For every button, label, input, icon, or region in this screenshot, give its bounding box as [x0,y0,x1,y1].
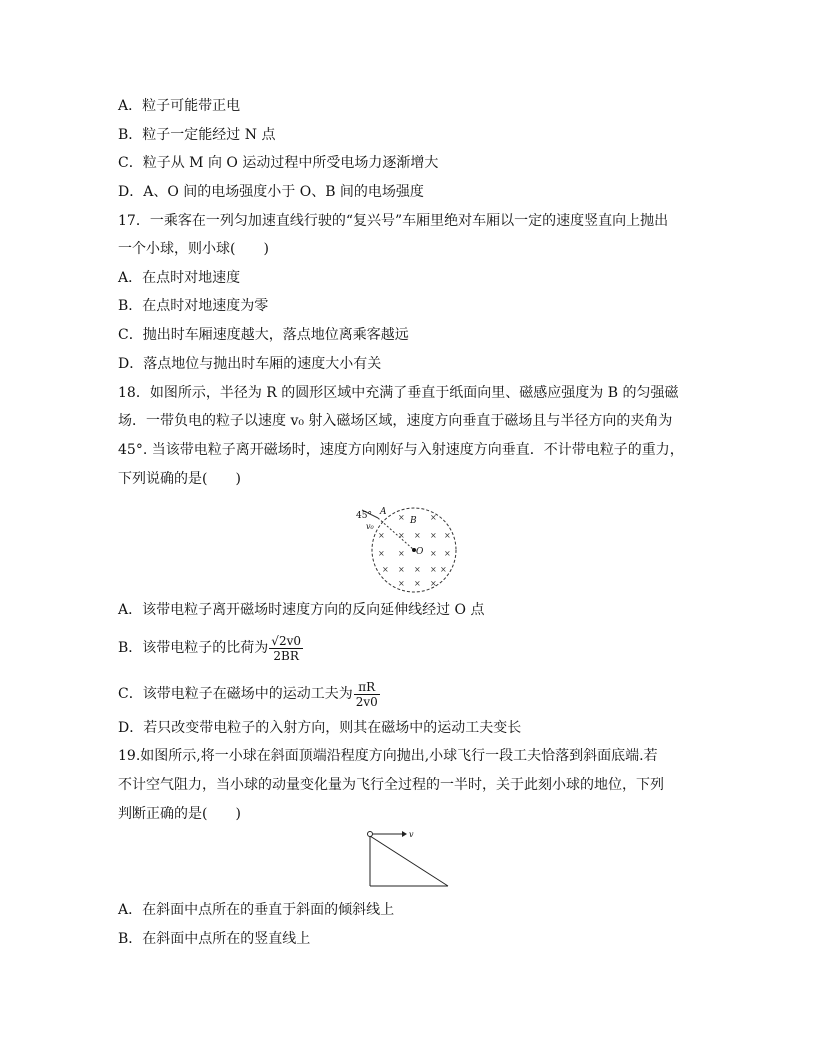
q17-option-a: A．在点时对地速度 [118,270,241,286]
center-o-label: O [416,547,424,557]
cross-mark: × [398,579,405,588]
q18-option-c [118,674,380,714]
q17-option-d: D．落点地位与抛出时车厢的速度大小有关 [118,356,382,372]
cross-mark: × [440,565,447,574]
q19-incline-figure [362,828,454,890]
cross-mark: × [430,549,437,558]
cross-mark: × [430,579,437,588]
q18-option-d: D．若只改变带电粒子的入射方向，则其在磁场中的运动工夫变长 [118,720,522,736]
q18-option-b-fraction [269,634,303,663]
cross-mark: × [430,531,437,540]
q17-option-c: C．抛出时车厢速度越大，落点地位离乘客越远 [118,327,409,343]
cross-mark: × [430,513,437,522]
q18-stem-line4: 下列说确的是( ) [118,471,241,487]
q17-option-b: B．在点时对地速度为零 [118,298,269,314]
q18-option-b-text: B．该带电粒子的比荷为 [118,640,269,656]
q18-stem-line1: 18．如图所示，半径为 R 的圆形区域中充满了垂直于纸面向里、磁感应强度为 B 的匀强磁 [118,385,679,401]
incline-slope [370,836,448,886]
arrow-head [402,831,407,837]
q17-stem-line1: 17．一乘客在一列匀加速直线行驶的“复兴号”车厢里绝对车厢以一定的速度竖直向上抛出 [118,213,669,229]
ball [368,832,373,837]
cross-mark: × [378,531,385,540]
q19-option-a: A．在斜面中点所在的垂直于斜面的倾斜线上 [118,902,395,918]
cross-mark: × [444,549,451,558]
q19-option-b: B．在斜面中点所在的竖直线上 [118,931,311,947]
q18-stem-line2: 场．一带负电的粒子以速度 v₀ 射入磁场区域，速度方向垂直于磁场且与半径方向的夹角为 [118,413,673,429]
cross-mark: × [398,565,405,574]
cross-mark: × [398,549,405,558]
cross-mark: × [430,565,437,574]
q18-stem-line3: 45°. 当该带电粒子离开磁场时，速度方向刚好与入射速度方向垂直．不计带电粒子的重力， [118,442,684,458]
cross-mark: × [398,513,405,522]
fraction-denominator: 2BR [273,648,299,663]
cross-mark: × [378,549,385,558]
q16-option-d: D．A、O 间的电场强度小于 O、B 间的电场强度 [118,184,424,200]
angle-label: 45° [356,511,372,521]
q16-option-b: B．粒子一定能经过 N 点 [118,127,276,143]
fraction-numerator: πR [354,680,380,695]
fraction-denominator: 2v0 [355,694,378,709]
cross-mark: × [444,531,451,540]
field-b-label: B [410,516,417,526]
q17-stem-line2: 一个小球，则小球( ) [118,241,269,257]
q18-magnetic-field-figure [350,498,462,594]
velocity-label: v₀ [366,522,374,531]
point-a-label: A [380,507,387,517]
q18-option-c-fraction [354,680,380,709]
q16-option-a: A．粒子可能带正电 [118,98,241,114]
cross-mark: × [414,565,421,574]
velocity-label: v [409,830,414,839]
q19-stem-line2: 不计空气阻力，当小球的动量变化量为飞行全过程的一半时，关于此刻小球的地位，下列 [118,777,664,793]
q19-stem-line3: 判断正确的是( ) [118,806,241,822]
q18-option-a: A．该带电粒子离开磁场时速度方向的反向延伸线经过 O 点 [118,602,485,618]
cross-mark: × [398,531,405,540]
q19-stem-line1: 19.如图所示,将一小球在斜面顶端沿程度方向抛出,小球飞行一段工夫恰落到斜面底端.若 [118,748,658,764]
cross-mark: × [382,565,389,574]
cross-mark: × [414,579,421,588]
q18-option-c-text: C．该带电粒子在磁场中的运动工夫为 [118,686,353,702]
cross-mark: × [414,531,421,540]
q18-option-b [118,628,303,668]
fraction-numerator: √2v0 [271,633,301,648]
q16-option-c: C．粒子从 M 向 O 运动过程中所受电场力逐渐增大 [118,155,439,171]
